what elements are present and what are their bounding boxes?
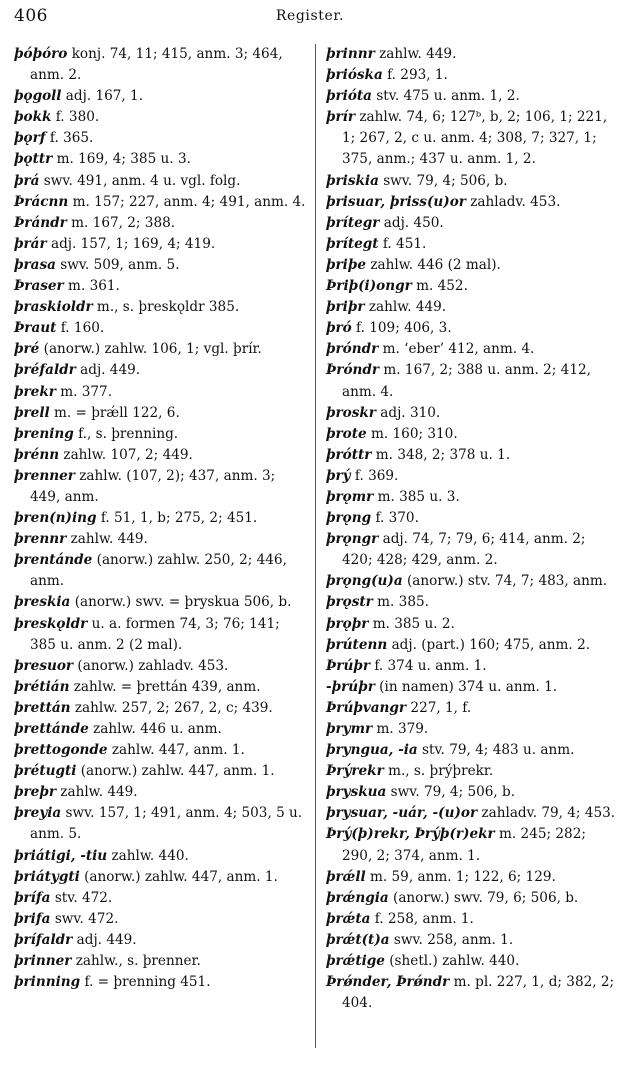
entry-references: m. 348, 2; 378 u. 1.	[371, 446, 511, 463]
entry-lemma: þrǽta	[326, 910, 371, 927]
index-entry	[326, 909, 618, 930]
index-entry	[326, 571, 618, 592]
index-entry	[14, 508, 306, 529]
entry-lemma: þren(n)ing	[14, 510, 97, 527]
entry-references: m. 157; 227, anm. 4; 491, anm. 4.	[68, 193, 306, 210]
entry-lemma: þrý	[326, 467, 351, 484]
index-entry	[326, 424, 618, 445]
entry-references: zahlw., s. þrenner.	[71, 953, 201, 970]
entry-references: konj. 74, 11; 415, anm. 3; 464, anm. 2.	[30, 46, 283, 84]
entry-lemma: þrár	[14, 235, 47, 252]
entry-references: (anorw.) swv. = þryskua 506, b.	[70, 594, 292, 611]
index-entry	[326, 508, 618, 529]
entry-lemma: þrǫngr	[326, 531, 379, 548]
entry-references: m. 160; 310.	[366, 425, 458, 442]
column-divider	[315, 44, 316, 1048]
entry-references: u. a. formen 74, 3; 76; 141; 385 u. anm. 2 (2 mal).	[30, 615, 280, 653]
entry-lemma: þrening	[14, 425, 74, 442]
entry-lemma: þré	[14, 341, 40, 358]
entry-lemma: þrymr	[326, 721, 373, 737]
entry-lemma: þraskioldr	[14, 299, 93, 316]
entry-lemma: þrettán	[14, 699, 71, 716]
entry-references: f., s. þrenning.	[73, 425, 179, 442]
index-entry	[14, 592, 306, 613]
entry-lemma: Þrándr	[14, 214, 67, 231]
entry-lemma: þrítegt	[326, 235, 379, 252]
index-entry	[14, 466, 306, 508]
index-entry	[14, 888, 306, 909]
entry-references: m. 167, 2; 388 u. anm. 2; 412, anm. 4.	[342, 362, 591, 400]
entry-lemma: þryskua	[326, 784, 387, 801]
entry-references: zahlw. 449.	[55, 784, 138, 801]
index-entry	[326, 487, 618, 508]
index-entry	[14, 318, 306, 339]
index-entry	[326, 339, 618, 360]
entry-lemma: þrinning	[14, 974, 81, 991]
entry-references: m. 245; 282; 290, 2; 374, anm. 1.	[342, 826, 586, 864]
index-entry	[326, 592, 618, 613]
index-entry	[14, 382, 306, 403]
entry-references: m. 169, 4; 385 u. 3.	[52, 151, 191, 168]
index-entry	[14, 255, 306, 276]
entry-lemma: Þrýrekr	[326, 763, 384, 780]
entry-lemma: þrǫstr	[326, 594, 373, 611]
index-entry	[14, 782, 306, 803]
index-entry	[326, 656, 618, 677]
index-entry	[14, 867, 306, 888]
entry-lemma: þriátigi, -tiu	[14, 847, 108, 864]
entry-references: (anorw.) stv. 74, 7; 483, anm.	[402, 573, 608, 590]
entry-references: zahladv. 79, 4; 453.	[477, 805, 616, 822]
index-entry	[14, 276, 306, 297]
page-number: 406	[14, 6, 48, 26]
entry-references: f. 370.	[371, 510, 419, 527]
entry-lemma: þrítegr	[326, 214, 380, 231]
entry-lemma: þrǫng	[326, 510, 372, 527]
entry-lemma: þrǽngia	[326, 889, 389, 906]
entry-lemma: Þrácnn	[14, 193, 69, 210]
entry-references: zahlw. 107, 2; 449.	[59, 446, 193, 463]
index-entry	[14, 192, 306, 213]
index-entry	[326, 171, 618, 192]
entry-lemma: þrinner	[14, 953, 72, 970]
entry-lemma: þrá	[14, 172, 40, 189]
entry-lemma: þrentánde	[14, 552, 93, 569]
index-entry	[326, 44, 618, 65]
entry-lemma: Þrúþr	[326, 657, 371, 674]
entry-lemma: þrióska	[326, 67, 383, 84]
index-entry	[326, 951, 618, 972]
entry-references: swv. 79, 4; 506, b.	[378, 172, 508, 189]
entry-lemma: þrysuar, -uár, -(u)or	[326, 805, 478, 822]
index-entry	[326, 719, 618, 740]
entry-references: f. 451.	[378, 235, 427, 252]
entry-references: f. = þrenning 451.	[80, 974, 211, 991]
entry-lemma: Þriþ(i)ongr	[326, 278, 412, 295]
entry-lemma: þǫttr	[14, 151, 53, 168]
index-entry	[14, 761, 306, 782]
entry-references: f. 258, anm. 1.	[370, 910, 474, 927]
entry-lemma: þrǽtige	[326, 953, 385, 970]
index-entry	[14, 909, 306, 930]
index-entry	[326, 529, 618, 571]
entry-references: (anorw.) zahlw. 106, 1; vgl. þrír.	[39, 341, 262, 358]
entry-references: f. 374 u. anm. 1.	[370, 657, 487, 674]
entry-references: m., s. þreskǫldr 385.	[92, 299, 240, 316]
index-entry	[14, 677, 306, 698]
index-entry	[14, 128, 306, 149]
entry-lemma: þreskia	[14, 594, 71, 611]
entry-references: swv. 157, 1; 491, anm. 4; 503, 5 u. anm. 5.	[30, 805, 303, 843]
index-entry	[326, 213, 618, 234]
entry-references: m. 59, anm. 1; 122, 6; 129.	[365, 868, 556, 885]
entry-references: m. = þrǽll 122, 6.	[49, 404, 180, 421]
index-entry	[14, 339, 306, 360]
index-entry	[14, 44, 306, 86]
index-entry	[326, 255, 618, 276]
entry-lemma: Þrý(þ)rekr, Þrýþ(r)ekr	[326, 826, 495, 843]
index-entry	[14, 424, 306, 445]
entry-lemma: þrasa	[14, 256, 56, 273]
running-title: Register.	[275, 8, 345, 24]
entry-references: f. 369.	[350, 467, 399, 484]
entry-references: zahlw. 449.	[374, 46, 457, 62]
entry-references: m. 167, 2; 388.	[66, 214, 176, 231]
entry-lemma: þrell	[14, 404, 50, 421]
entry-lemma: Þróndr	[326, 362, 380, 379]
entry-lemma: -þrúþr	[326, 678, 375, 695]
entry-references: (anorw.) zahladv. 453.	[73, 657, 229, 674]
entry-lemma: þrǫng(u)a	[326, 573, 403, 590]
entry-references: m., s. þrýþrekr.	[383, 763, 494, 780]
entry-references: zahlw. 446 (2 mal).	[366, 256, 501, 273]
entry-references: zahlw. 447, anm. 1.	[107, 742, 245, 759]
entry-references: stv. 79, 4; 483 u. anm.	[417, 742, 575, 759]
index-entry	[326, 297, 618, 318]
index-entry	[326, 867, 618, 888]
entry-references: zahlw. (107, 2); 437, anm. 3; 449, anm.	[30, 467, 276, 505]
entry-references: adj. 449.	[75, 362, 141, 379]
entry-references: f. 51, 1, b; 275, 2; 451.	[96, 510, 258, 527]
entry-references: (anorw.) zahlw. 250, 2; 446, anm.	[30, 552, 287, 590]
index-entry	[14, 550, 306, 592]
entry-lemma: Þraut	[14, 320, 57, 337]
index-entry	[14, 297, 306, 318]
entry-references: f. 365.	[45, 130, 94, 147]
entry-lemma: þresuor	[14, 657, 74, 674]
entry-lemma: þriþe	[326, 256, 366, 273]
index-entry	[14, 529, 306, 550]
entry-references: m. pl. 227, 1, d; 382, 2; 404.	[342, 974, 615, 1012]
index-entry	[326, 635, 618, 656]
entry-references: stv. 472.	[50, 889, 113, 906]
entry-references: zahlw. 440.	[107, 847, 189, 864]
index-entry	[326, 740, 618, 761]
entry-lemma: þró	[326, 320, 352, 337]
right-column	[326, 44, 618, 1014]
entry-lemma: þróndr	[326, 341, 379, 358]
entry-lemma: þróttr	[326, 446, 372, 463]
entry-references: (anorw.) zahlw. 447, anm. 1.	[79, 868, 278, 885]
index-entry	[14, 107, 306, 128]
entry-references: swv. 472.	[50, 910, 119, 927]
index-entry	[14, 360, 306, 381]
entry-lemma: þrír	[326, 109, 355, 126]
index-entry	[326, 824, 618, 866]
entry-lemma: þrǽll	[326, 868, 366, 885]
entry-lemma: þryngua, -ia	[326, 742, 418, 759]
entry-references: zahlw. 449.	[66, 531, 148, 548]
index-entry	[14, 403, 306, 424]
index-entry	[326, 761, 618, 782]
index-entry	[14, 656, 306, 677]
entry-lemma: þrote	[326, 425, 367, 442]
entry-references: 227, 1, f.	[406, 699, 472, 716]
entry-lemma: þreskǫldr	[14, 615, 88, 632]
entry-references: adj. 74, 7; 79, 6; 414, anm. 2; 420; 428; 429, anm. 2.	[342, 531, 586, 569]
entry-references: (anorw.) swv. 79, 6; 506, b.	[388, 889, 579, 906]
entry-lemma: þóþóro	[14, 46, 68, 62]
index-entry	[326, 888, 618, 909]
entry-references: m. 385.	[372, 594, 429, 611]
index-entry	[14, 698, 306, 719]
entry-references: f. 109; 406, 3.	[351, 320, 452, 337]
index-entry	[326, 403, 618, 424]
entry-references: f. 160.	[56, 320, 105, 337]
entry-lemma: þrettogonde	[14, 742, 108, 759]
entry-lemma: þǫrf	[14, 130, 46, 147]
entry-lemma: þrenner	[14, 467, 75, 484]
entry-lemma: þreyia	[14, 805, 62, 822]
index-entry	[326, 318, 618, 339]
index-entry	[14, 213, 306, 234]
entry-references: zahlw. 449.	[364, 299, 447, 316]
entry-lemma: þroskr	[326, 404, 376, 421]
entry-lemma: þrífa	[14, 889, 51, 906]
index-entry	[326, 65, 618, 86]
index-entry	[326, 107, 618, 170]
entry-references: zahlw. 74, 6; 127ᵇ, b, 2; 106, 1; 221, 1; 267, 2, c u. anm. 4; 308, 7; 327, 1; 375, anm.; 437 u. anm. 1, 2.	[342, 109, 608, 168]
entry-references: m. 379.	[372, 721, 429, 737]
page-header	[0, 6, 620, 32]
entry-references: swv. 79, 4; 506, b.	[386, 784, 516, 801]
index-entry	[14, 740, 306, 761]
entry-references: m. 452.	[411, 278, 468, 295]
entry-references: adj. 450.	[379, 214, 444, 231]
entry-lemma: þriskia	[326, 172, 379, 189]
entry-references: zahlw. 446 u. anm.	[88, 721, 222, 737]
entry-references: adj. 157, 1; 169, 4; 419.	[46, 235, 216, 252]
entry-references: f. 293, 1.	[382, 67, 448, 84]
index-entry	[14, 445, 306, 466]
entry-references: zahlw. 257, 2; 267, 2, c; 439.	[70, 699, 273, 716]
index-entry	[14, 614, 306, 656]
entry-lemma: þrǽt(t)a	[326, 931, 390, 948]
entry-lemma: þriþr	[326, 299, 365, 316]
index-entry	[14, 846, 306, 867]
entry-lemma: þrútenn	[326, 636, 388, 653]
entry-references: (in namen) 374 u. anm. 1.	[374, 678, 558, 695]
index-entry	[326, 86, 618, 107]
index-entry	[326, 972, 618, 1014]
entry-lemma: Þraser	[14, 278, 64, 295]
entry-references: swv. 509, anm. 5.	[55, 256, 180, 273]
entry-lemma: þrétugti	[14, 763, 77, 780]
index-entry	[326, 677, 618, 698]
index-entry	[326, 466, 618, 487]
entry-references: zahlw. = þrettán 439, anm.	[69, 678, 261, 695]
entry-lemma: þrétián	[14, 678, 70, 695]
entry-references: adj. 167, 1.	[61, 88, 144, 105]
entry-references: adj. 310.	[375, 404, 441, 421]
entry-lemma: þrennr	[14, 531, 67, 548]
entry-references: m. 385 u. 3.	[373, 488, 460, 505]
index-entry	[326, 930, 618, 951]
entry-lemma: þrífaldr	[14, 931, 73, 948]
index-entry	[326, 803, 618, 824]
entry-lemma: þrǫþr	[326, 615, 369, 632]
index-entry	[14, 149, 306, 170]
index-entry	[326, 276, 618, 297]
entry-lemma: þrettánde	[14, 721, 89, 737]
index-entry	[326, 360, 618, 402]
index-entry	[326, 445, 618, 466]
left-column	[14, 44, 306, 993]
entry-references: (shetl.) zahlw. 440.	[384, 953, 520, 970]
index-entry	[326, 614, 618, 635]
entry-lemma: þrinnr	[326, 46, 375, 62]
entry-lemma: þǫgoll	[14, 88, 62, 105]
entry-lemma: þrekr	[14, 383, 56, 400]
entry-lemma: þrióta	[326, 88, 372, 105]
entry-references: adj. (part.) 160; 475, anm. 2.	[387, 636, 591, 653]
index-entry	[14, 930, 306, 951]
entry-references: f. 380.	[51, 109, 100, 126]
entry-references: m. 361.	[63, 278, 120, 295]
index-entry	[14, 719, 306, 740]
entry-lemma: Þrǿnder, Þrǿndr	[326, 974, 450, 991]
entry-lemma: þrénn	[14, 446, 60, 463]
index-entry	[326, 782, 618, 803]
index-entry	[14, 86, 306, 107]
index-entry	[14, 171, 306, 192]
entry-references: swv. 258, anm. 1.	[389, 931, 514, 948]
index-entry	[326, 192, 618, 213]
entry-references: swv. 491, anm. 4 u. vgl. folg.	[39, 172, 241, 189]
entry-lemma: þokk	[14, 109, 52, 126]
entry-lemma: þrisuar, þriss(u)or	[326, 193, 466, 210]
entry-references: adj. 449.	[72, 931, 137, 948]
entry-lemma: þrǫmr	[326, 488, 374, 505]
entry-references: stv. 475 u. anm. 1, 2.	[372, 88, 520, 105]
entry-references: m. 385 u. 2.	[368, 615, 455, 632]
index-entry	[326, 234, 618, 255]
entry-references: m. 377.	[55, 383, 113, 400]
index-entry	[14, 803, 306, 845]
entry-lemma: þréfaldr	[14, 362, 76, 379]
entry-lemma: þrifa	[14, 910, 51, 927]
entry-lemma: þriátygti	[14, 868, 80, 885]
index-entry	[14, 972, 306, 993]
entry-lemma: þreþr	[14, 784, 56, 801]
index-entry	[14, 951, 306, 972]
entry-lemma: Þrúþvangr	[326, 699, 407, 716]
entry-references: (anorw.) zahlw. 447, anm. 1.	[76, 763, 275, 780]
index-entry	[14, 234, 306, 255]
index-entry	[326, 698, 618, 719]
entry-references: zahladv. 453.	[465, 193, 561, 210]
entry-references: m. ‘eber’ 412, anm. 4.	[378, 341, 535, 358]
